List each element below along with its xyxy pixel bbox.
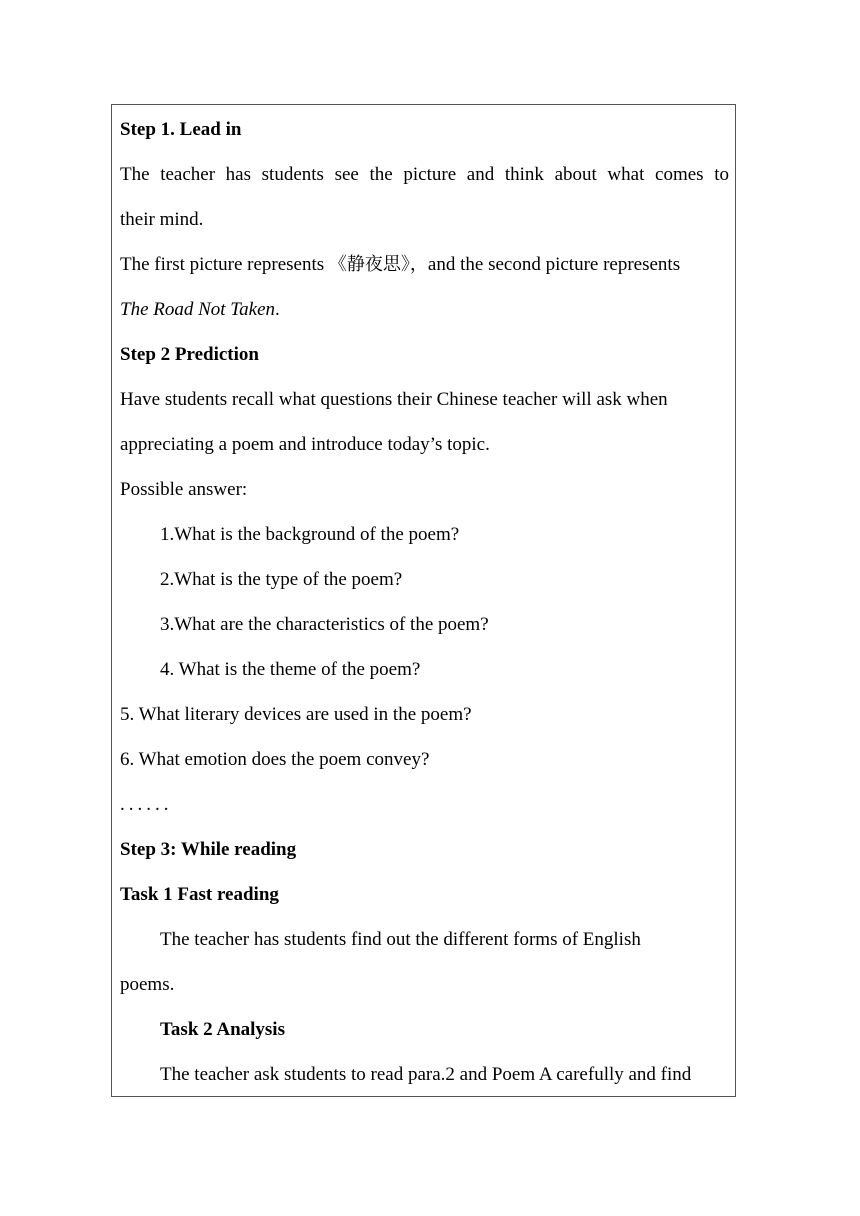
step1-heading: Step 1. Lead in (120, 119, 242, 140)
question-item: 2.What is the type of the poem? (160, 569, 403, 590)
task2-line-1: The teacher ask students to read para.2 and Poem A carefully and find (160, 1064, 692, 1085)
step1-line-4 (120, 287, 729, 332)
poem-title-road-not-taken: The Road Not Taken (120, 299, 275, 320)
step1-line-3-pre: The first picture represents (120, 254, 329, 275)
lesson-content (120, 107, 729, 1097)
step1-line-2: their mind. (120, 209, 204, 230)
possible-answer-label: Possible answer: (120, 479, 248, 500)
task1-line-2: poems. (120, 974, 175, 995)
lesson-table-cell (111, 104, 736, 1097)
step2-line-2: appreciating a poem and introduce today’s topic. (120, 434, 490, 455)
step1-line-3-post: and the second picture represents (427, 254, 681, 275)
step2-line-1: Have students recall what questions their Chinese teacher will ask when (120, 389, 668, 410)
step1-line-1: The teacher has students see the picture and think about what comes to (120, 164, 729, 185)
ellipsis: ...... (120, 794, 173, 815)
question-item: 4. What is the theme of the poem? (160, 659, 421, 680)
question-item: 5. What literary devices are used in the poem? (120, 704, 472, 725)
task1-line-1: The teacher has students find out the different forms of English (160, 929, 641, 950)
step1-line-4-period: . (275, 299, 280, 320)
question-item: 3.What are the characteristics of the poem? (160, 614, 489, 635)
step3-heading: Step 3: While reading (120, 839, 297, 860)
task1-heading: Task 1 Fast reading (120, 884, 279, 905)
step1-line-3 (120, 242, 729, 287)
step1-chinese-title: 《静夜思》， (328, 254, 428, 275)
task2-heading: Task 2 Analysis (160, 1019, 285, 1040)
step2-heading: Step 2 Prediction (120, 344, 259, 365)
question-item: 6. What emotion does the poem convey? (120, 749, 430, 770)
question-item: 1.What is the background of the poem? (160, 524, 460, 545)
